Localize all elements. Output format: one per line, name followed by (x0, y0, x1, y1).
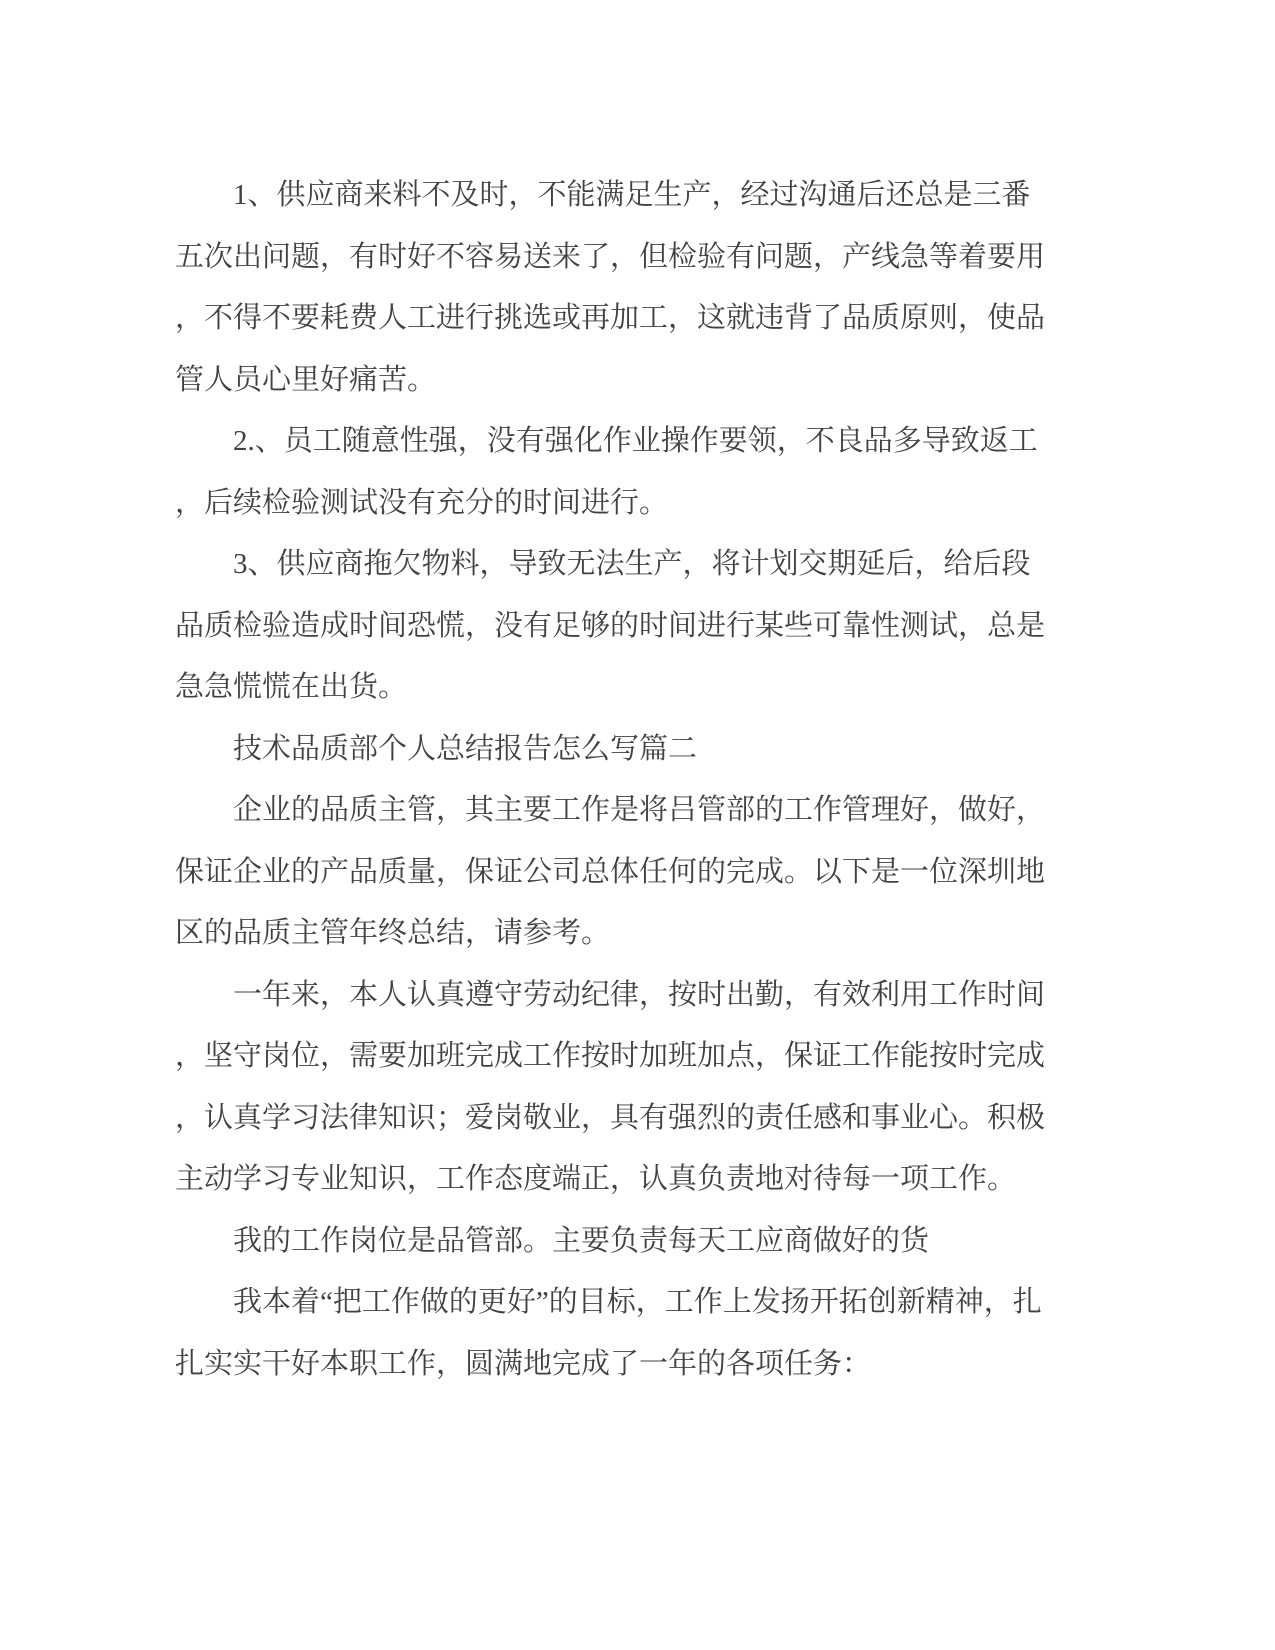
text-line-11: 企业的品质主管，其主要工作是将吕管部的工作管理好，做好， (175, 794, 1046, 826)
text-line-12: 保证企业的产品质量，保证公司总体任何的完成。以下是一位深圳地 (175, 855, 1046, 888)
text-line-17: 主动学习专业知识，工作态度端正，认真负责地对待每一项工作。 (175, 1163, 1017, 1195)
text-line-4: 管人员心里好痛苦。 (175, 363, 437, 396)
text-line-19: 我本着“把工作做的更好”的目标，工作上发扬开拓创新精神，扎 (175, 1286, 1042, 1318)
text-line-8: 品质检验造成时间恐慌，没有足够的时间进行某些可靠性测试，总是 (175, 609, 1046, 642)
text-line-1: 1、供应商来料不及时，不能满足生产，经过沟通后还总是三番 (175, 179, 1031, 211)
text-line-13: 区的品质主管年终总结，请参考。 (175, 917, 611, 949)
text-line-16: ，认真学习法律知识；爱岗敬业，具有强烈的责任感和事业心。积极 (175, 1101, 1046, 1134)
text-line-14: 一年来，本人认真遵守劳动纪律，按时出勤，有效利用工作时间 (175, 978, 1046, 1011)
text-line-15: ，坚守岗位，需要加班完成工作按时加班加点，保证工作能按时完成 (175, 1040, 1046, 1072)
text-line-5: 2.、员工随意性强，没有强化作业操作要领，不良品多导致返工 (175, 425, 1038, 457)
text-line-7: 3、供应商拖欠物料，导致无法生产，将计划交期延后，给后段 (175, 548, 1031, 580)
text-line-6: ，后续检验测试没有充分的时间进行。 (175, 486, 669, 519)
text-line-2: 五次出问题，有时好不容易送来了，但检验有问题，产线急等着要用 (175, 240, 1046, 273)
text-line-3: ，不得不要耗费人工进行挑选或再加工，这就违背了品质原则，使品 (175, 302, 1046, 334)
text-line-9: 急急慌慌在出货。 (175, 671, 408, 703)
text-line-10: 技术品质部个人总结报告怎么写篇二 (175, 732, 698, 765)
text-line-18: 我的工作岗位是品管部。主要负责每天工应商做好的货 (175, 1224, 930, 1257)
document-body (175, 165, 1055, 1395)
text-line-20: 扎实实干好本职工作，圆满地完成了一年的各项任务： (175, 1347, 872, 1380)
